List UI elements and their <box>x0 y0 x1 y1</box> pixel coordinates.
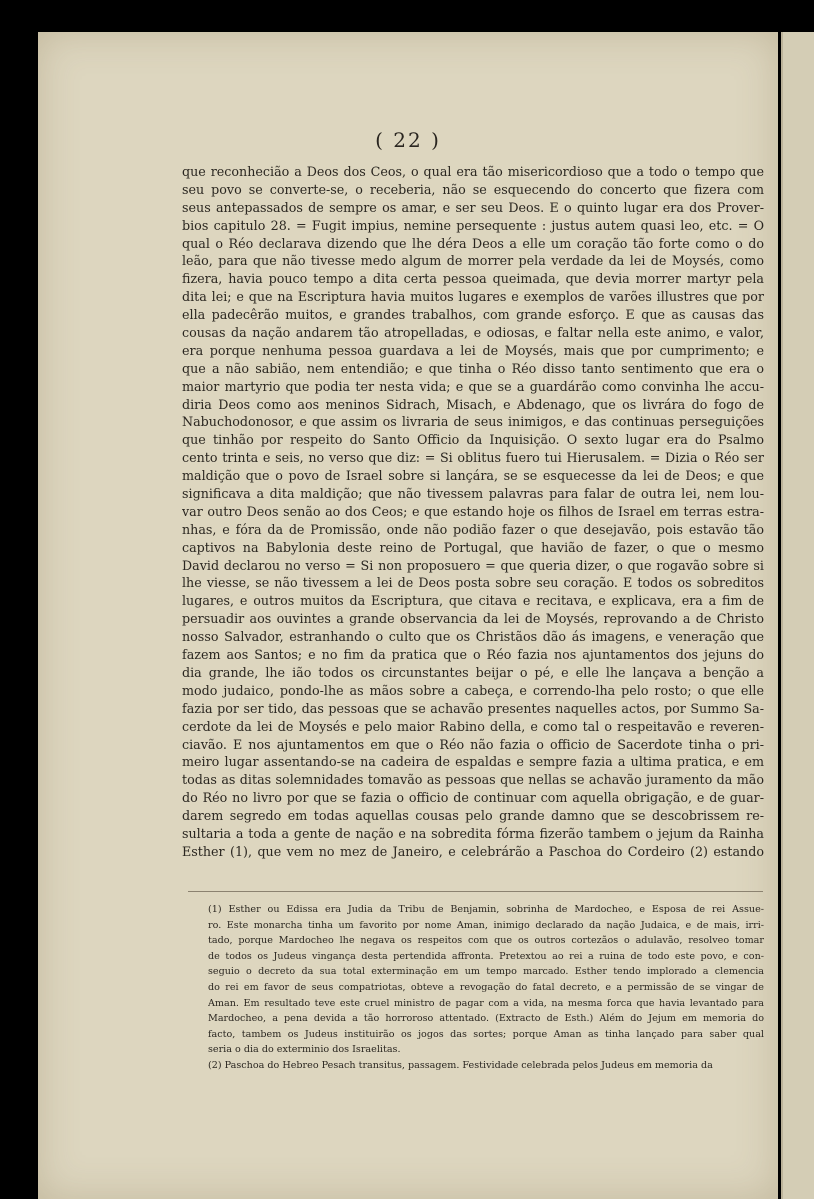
text-line: var outro Deos senão ao dos Ceos; e que estando hoje os filhos de Israel em terras estra- <box>182 503 764 519</box>
text-line: meiro lugar assentando-se na cadeira de espaldas e sempre fazia a ultima pratica, e em <box>182 754 764 770</box>
footnote-line: de todos os Judeus vingança desta pertendida affronta. Pretextou ao rei a ruina de todo este povo, e con- <box>208 950 764 962</box>
text-line: que reconhecião a Deos dos Ceos, o qual era tão misericordioso que a todo o tempo que <box>182 164 764 179</box>
text-line: nhas, e fóra da de Promissão, onde não podião fazer o que desejavão, pois estavão tão <box>182 521 764 537</box>
text-line: modo judaico, pondo-lhe as mãos sobre a cabeça, e correndo-lha pelo rosto; o que elle <box>182 682 764 698</box>
page-number: ( 22 ) <box>375 128 441 152</box>
text-line: diria Deos como aos meninos Sidrach, Misach, e Abdenago, que os livrára do fogo de <box>182 396 764 412</box>
text-line: Esther (1), que vem no mez de Janeiro, e celebrárão a Paschoa do Cordeiro (2) estando <box>182 843 764 859</box>
text-line: ella padecêrão muitos, e grandes trabalhos, com grande esforço. E que as causas das <box>182 307 764 323</box>
text-line: lugares, e outros muitos da Escriptura, que citava e recitava, e explicava, era a fim de <box>182 593 764 609</box>
footnote-line: tado, porque Mardocheo lhe negava os respeitos com que os outros cortezãos o adulavão, resolveo tomar <box>208 935 764 947</box>
footnote-line: (2) Paschoa do Hebreo Pesach transitus, passagem. Festividade celebrada pelos Judeus em memoria da <box>208 1059 713 1071</box>
main-text <box>182 163 764 861</box>
footnote-line: Mardocheo, a pena devida a tão horroroso attentado. (Extracto de Esth.) Além do Jejum em memoria do <box>208 1013 764 1025</box>
footnote-divider <box>188 891 763 892</box>
adjacent-page-edge <box>781 32 814 1199</box>
text-line: maldição que o povo de Israel sobre si lançára, se se esquecesse da lei de Deos; e que <box>182 468 764 484</box>
text-line: todas as ditas solemnidades tomavão as pessoas que nellas se achavão juramento da mão <box>182 772 764 788</box>
footnote-line: ro. Este monarcha tinha um favorito por nome Aman, inimigo declarado da nação Judaica, e de mais, irri- <box>208 919 764 931</box>
footnote-line: do rei em favor de seus compatriotas, obteve a revogação do fatal decreto, e a permissão de se vingar de <box>208 981 764 993</box>
text-line: significava a dita maldição; que não tivessem palavras para falar de outra lei, nem lou- <box>182 486 764 502</box>
text-line: bios capitulo 28. = Fugit impius, nemine persequente : justus autem quasi leo, etc. = O <box>182 217 764 233</box>
footnotes <box>208 902 764 1074</box>
text-line: qual o Réo declarava dizendo que lhe déra Deos a elle um coração tão forte como o do <box>182 235 764 251</box>
text-line: cousas da nação andarem tão atropelladas, e odiosas, e faltar nella este animo, e valor, <box>182 325 764 341</box>
footnote-line: facto, tambem os Judeus instituirão os jogos das sortes; porque Aman as tinha lançado para saber qual <box>208 1028 764 1040</box>
text-line: fazia por ser tido, das pessoas que se achavão presentes naquelles actos, por Summo Sa- <box>182 700 764 716</box>
text-line: sultaria a toda a gente de nação e na sobredita fórma fizerão tambem o jejum da Rainha <box>182 825 764 841</box>
text-line: lhe viesse, se não tivessem a lei de Deos posta sobre seu coração. E todos os sobreditos <box>182 575 764 591</box>
text-line: cento trinta e seis, no verso que diz: = Si oblitus fuero tui Hierusalem. = Dizia o Réo ser <box>182 450 764 466</box>
footnote-line: (1) Esther ou Edissa era Judia da Tribu de Benjamin, sobrinha de Mardocheo, e Esposa de rei Assue- <box>208 904 764 915</box>
text-line: David declarou no verso = Si non proposuero = que queria dizer, o que rogavão sobre si <box>182 557 764 573</box>
text-line: Nabuchodonosor, e que assim os livraria de seus inimigos, e das continuas perseguições <box>182 414 764 430</box>
text-line: fizera, havia pouco tempo a dita certa pessoa queimada, que devia morrer martyr pela <box>182 271 764 287</box>
text-line: persuadir aos ouvintes a grande observancia da lei de Moysés, reprovando a de Christo <box>182 611 764 627</box>
text-line: dita lei; e que na Escriptura havia muitos lugares e exemplos de varões illustres que por <box>182 289 764 305</box>
document-page <box>38 32 778 1199</box>
text-line: cerdote da lei de Moysés e pelo maior Rabino della, e como tal o respeitavão e reveren- <box>182 718 764 734</box>
text-line: darem segredo em todas aquellas cousas pelo grande damno que se descobrissem re- <box>182 808 764 824</box>
text-line: seu povo se converte-se, o receberia, não se esquecendo do concerto que fizera com <box>182 181 764 197</box>
text-line: leão, para que não tivesse medo algum de morrer pela verdade da lei de Moysés, como <box>182 253 764 269</box>
text-line: que a não sabião, nem entendião; e que tinha o Réo disso tanto sentimento que era o <box>182 360 764 376</box>
text-line: fazem aos Santos; e no fim da pratica que o Réo fazia nos ajuntamentos dos jejuns do <box>182 647 764 663</box>
text-line: que tinhão por respeito do Santo Officio da Inquisição. O sexto lugar era do Psalmo <box>182 432 764 448</box>
footnote-line: Aman. Em resultado teve este cruel ministro de pagar com a vida, na mesma forca que havia levantado para <box>208 997 764 1009</box>
footnote-line: seria o dia do exterminio dos Israelitas. <box>208 1044 401 1056</box>
text-line: dia grande, lhe ião todos os circunstantes beijar o pé, e elle lhe lançava a benção a <box>182 664 764 680</box>
text-line: do Réo no livro por que se fazia o officio de continuar com aquella obrigação, e de guar- <box>182 790 764 806</box>
text-line: nosso Salvador, estranhando o culto que os Christãos dão ás imagens, e veneração que <box>182 629 764 645</box>
text-line: era porque nenhuma pessoa guardava a lei de Moysés, mais que por cumprimento; e <box>182 342 764 358</box>
text-line: ciavão. E nos ajuntamentos em que o Réo não fazia o officio de Sacerdote tinha o pri- <box>182 736 764 752</box>
text-line: captivos na Babylonia deste reino de Portugal, que havião de fazer, o que o mesmo <box>182 539 764 555</box>
text-line: seus antepassados de sempre os amar, e ser seu Deos. E o quinto lugar era dos Prover- <box>182 199 764 215</box>
text-line: maior martyrio que podia ter nesta vida; e que se a guardárão como convinha lhe accu- <box>182 378 764 394</box>
footnote-line: seguio o decreto da sua total exterminação em um tempo marcado. Esther tendo implorado a clemencia <box>208 966 764 978</box>
